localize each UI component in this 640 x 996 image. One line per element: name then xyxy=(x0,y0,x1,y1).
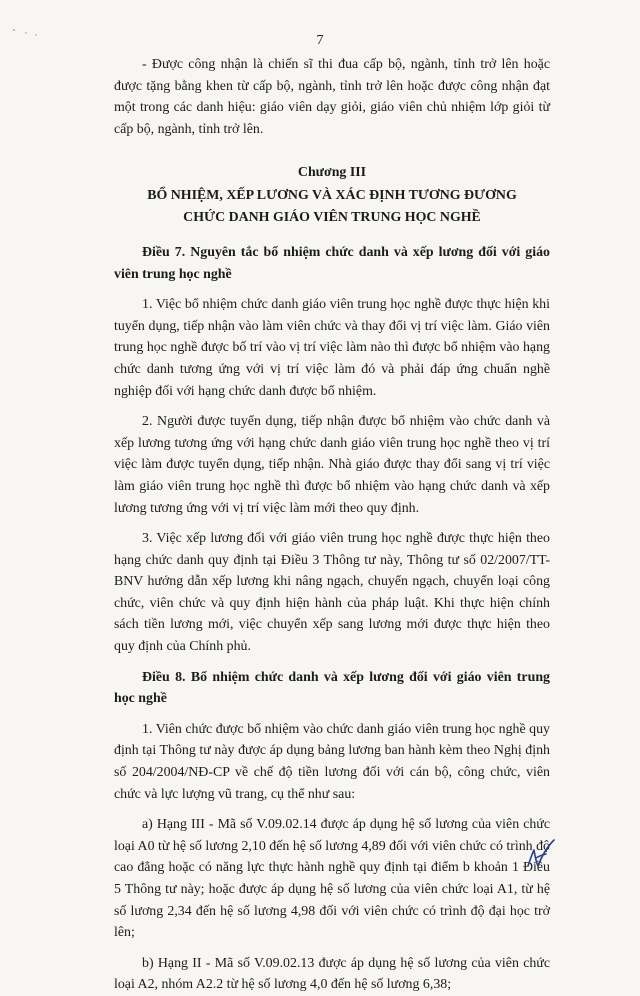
article-7-paragraph-2: 2. Người được tuyển dụng, tiếp nhận được bổ nhiệm vào chức danh và xếp lương tương ứng với hạng chức danh giáo viên trung học nghề theo vị trí việc làm được tuyển dụng, tiếp nhận. Nhà giáo được thay đổi sang vị trí việc làm giáo viên trung học nghề thì được bổ nhiệm vào hạng chức danh và xếp lương tương ứng với vị trí việc làm mới theo quy định. xyxy=(114,414,550,516)
chapter-title: Chương III xyxy=(297,165,367,181)
article-7-paragraph-3: 3. Việc xếp lương đối với giáo viên trung học nghề được thực hiện theo hạng chức danh quy định tại Điều 3 Thông tư này, Thông tư số 02/2007/TT-BNV hướng dẫn xếp lương khi nâng ngạch, chuyển ngạch, chuyển loại công chức, viên chức và quy định hiện hành của pháp luật. Khi thực hiện chính sách tiền lương mới, việc chuyển xếp sang lương mới được thực hiện theo quy định của Chính phủ. xyxy=(114,531,550,655)
chapter-subtitle-line2: CHỨC DANH GIÁO VIÊN TRUNG HỌC NGHỀ xyxy=(183,209,481,225)
article-8-heading: Điều 8. Bổ nhiệm chức danh và xếp lương đối với giáo viên trung học nghề xyxy=(114,669,550,707)
article-7-heading: Điều 7. Nguyên tắc bổ nhiệm chức danh và xếp lương đối với giáo viên trung học nghề xyxy=(114,244,550,282)
article-8-item-b: b) Hạng II - Mã số V.09.02.13 được áp dụng hệ số lương của viên chức loại A2, nhóm A2.2 từ hệ số lương 4,0 đến hệ số lương 6,38; xyxy=(114,955,550,993)
initials-signature xyxy=(524,836,558,872)
chapter-subtitle-line1: BỔ NHIỆM, XẾP LƯƠNG VÀ XÁC ĐỊNH TƯƠNG ĐƯƠNG xyxy=(147,187,517,203)
article-7-paragraph-1: 1. Việc bổ nhiệm chức danh giáo viên trung học nghề được thực hiện khi tuyển dụng, tiếp nhận vào làm viên chức và thay đổi vị trí việc làm. Giáo viên trung học nghề được bố trí vào vị trí việc làm nào thì được bổ nhiệm vào hạng chức danh tương ứng với vị trí việc làm đó và phải đáp ứng chuẩn nghề nghiệp đối với hạng chức danh được bổ nhiệm. xyxy=(114,297,550,399)
intro-paragraph: - Được công nhận là chiến sĩ thi đua cấp bộ, ngành, tỉnh trở lên hoặc được tặng bằng khen từ cấp bộ, ngành, tỉnh trở lên hoặc được công nhận đạt một trong các danh hiệu: giáo viên dạy giỏi, giáo viên chủ nhiệm lớp giỏi từ cấp bộ, ngành, tỉnh trở lên. xyxy=(114,57,550,137)
article-8-paragraph-1: 1. Viên chức được bổ nhiệm vào chức danh giáo viên trung học nghề quy định tại Thông tư này được áp dụng bảng lương ban hành kèm theo Nghị định số 204/2004/NĐ-CP về chế độ tiền lương đối với cán bộ, công chức, viên chức và lực lượng vũ trang, cụ thể như sau: xyxy=(114,721,550,802)
article-8-item-a: a) Hạng III - Mã số V.09.02.14 được áp dụng hệ số lương của viên chức loại A0 từ hệ số lương 2,10 đến hệ số lương 4,89 đối với viên chức có trình độ cao đẳng hoặc có năng lực thực hành nghề quy định tại điểm b khoản 1 Điều 5 Thông tư này; hoặc được áp dụng hệ số lương của viên chức loại A1, từ hệ số lương 2,34 đến hệ số lương 4,98 đối với viên chức có trình độ đại học trở lên; xyxy=(114,817,550,941)
page-number: 7 xyxy=(316,33,324,48)
document-body xyxy=(114,54,550,996)
